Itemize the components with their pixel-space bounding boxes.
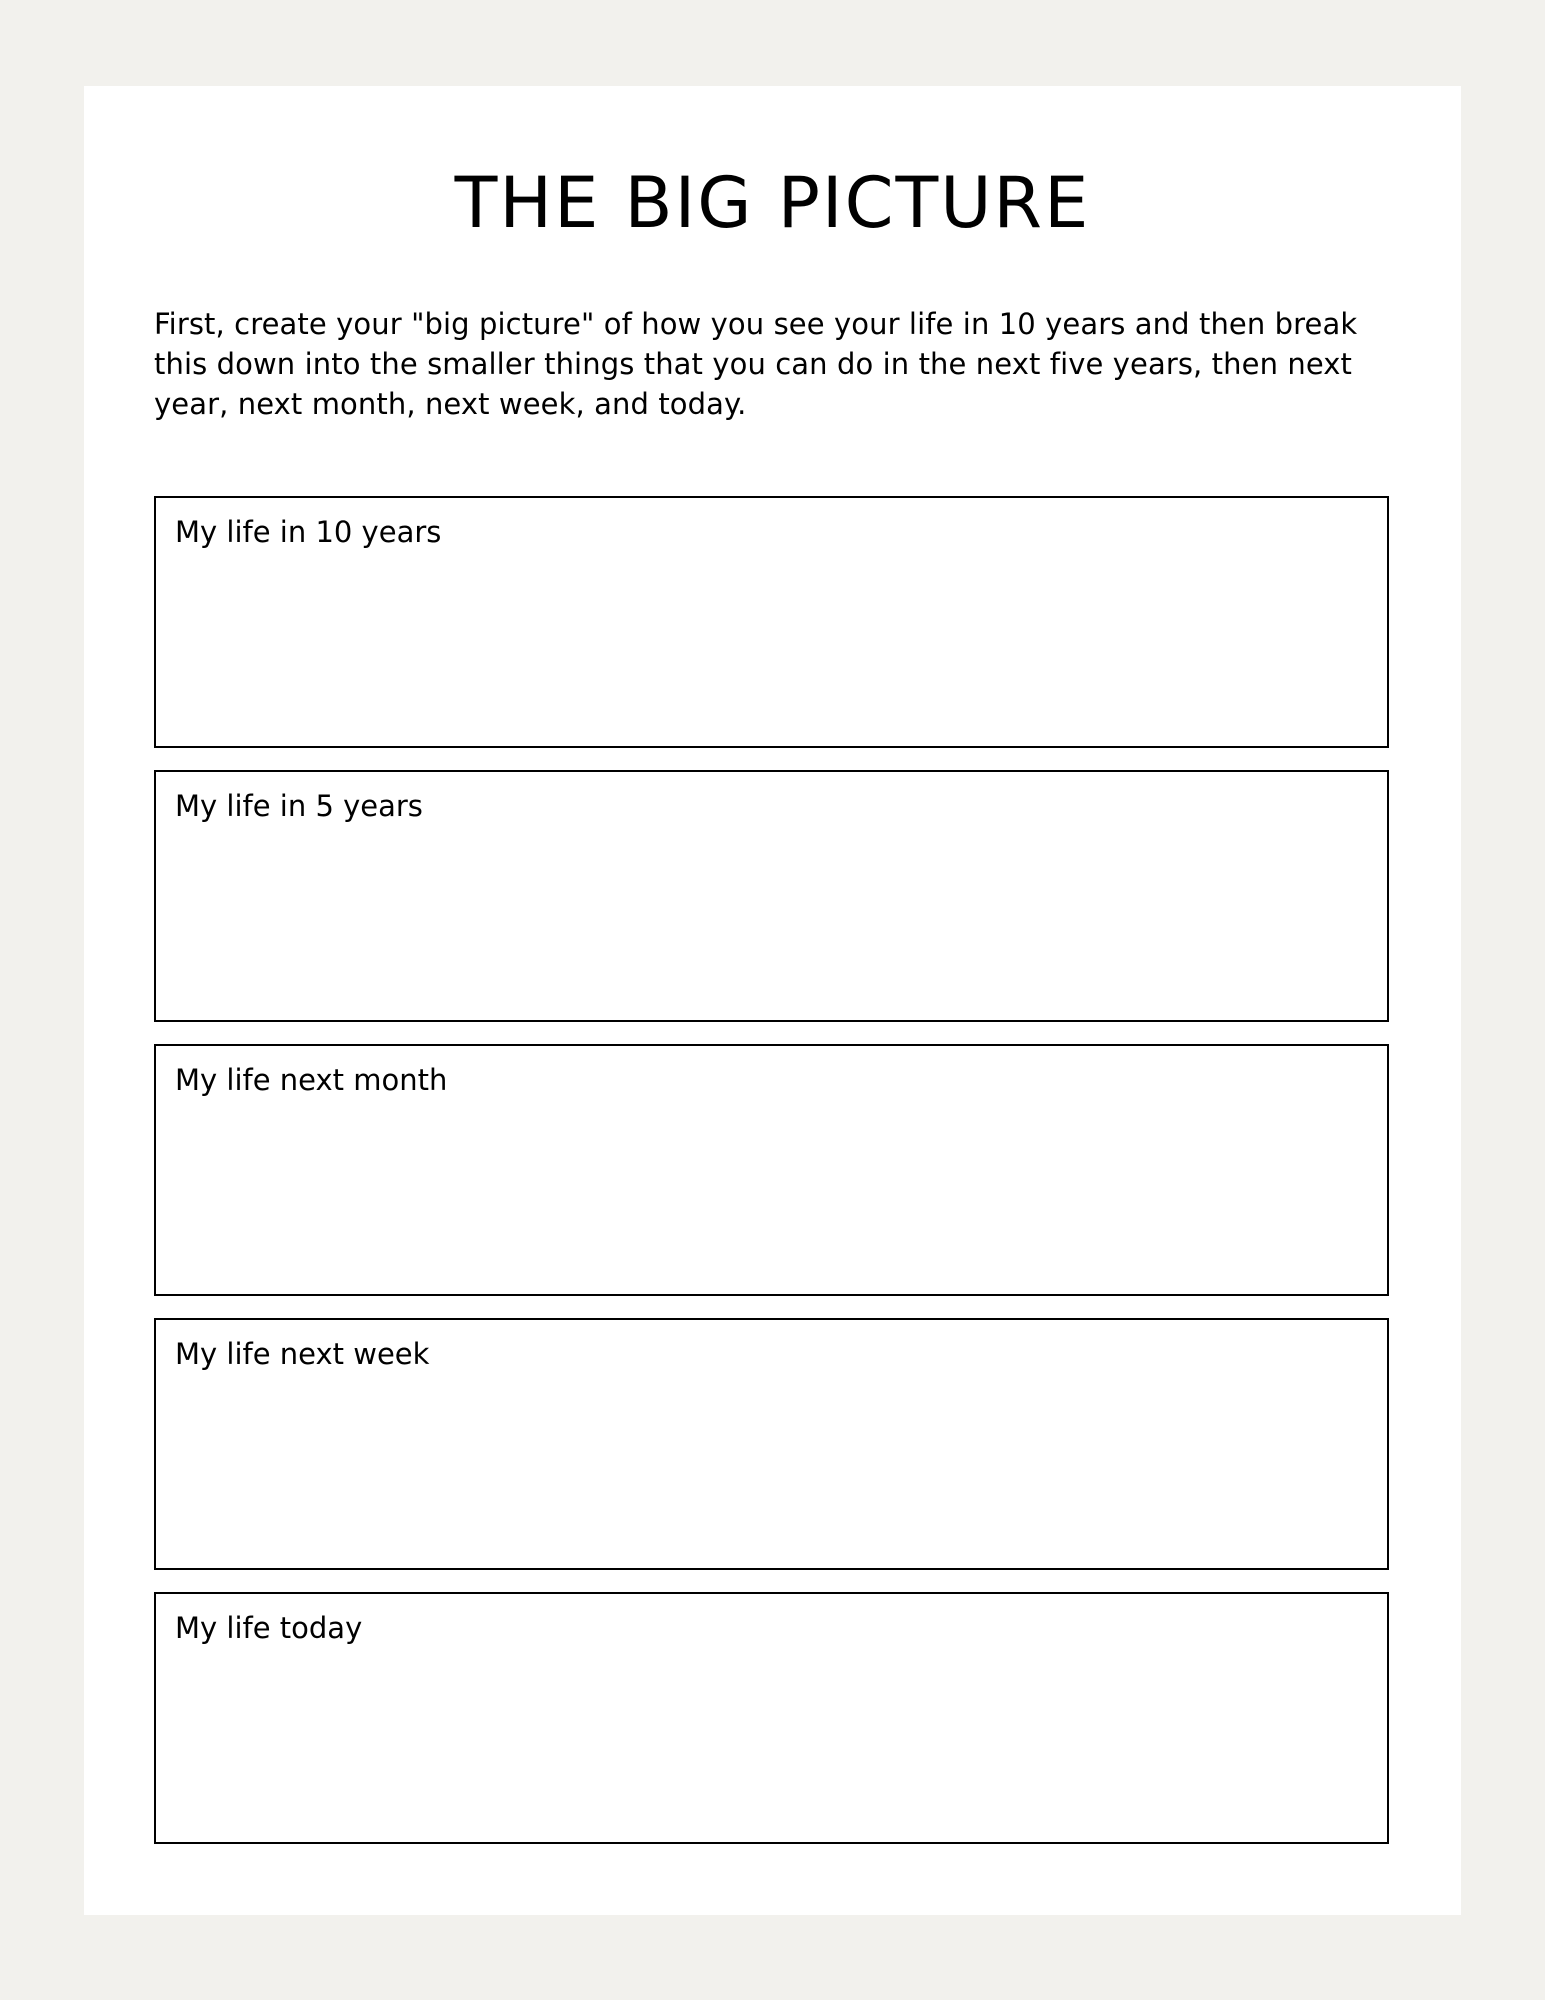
intro-paragraph: First, create your "big picture" of how you see your life in 10 years and then break this down into the smaller things that you can do in the next five years, then next year, next month, next week, and today.: [154, 307, 1358, 421]
section-label: My life in 10 years: [175, 515, 442, 549]
section-box-today[interactable]: [154, 1592, 1389, 1844]
section-box-next-week[interactable]: [154, 1318, 1389, 1570]
section-label: My life in 5 years: [175, 789, 423, 823]
page-title: THE BIG PICTURE: [454, 162, 1091, 244]
section-box-10-years[interactable]: [154, 496, 1389, 748]
section-label: My life today: [175, 1611, 363, 1645]
section-box-next-month[interactable]: [154, 1044, 1389, 1296]
worksheet-page: [84, 86, 1461, 1915]
section-label: My life next month: [175, 1063, 448, 1097]
section-label: My life next week: [175, 1337, 430, 1371]
section-box-5-years[interactable]: [154, 770, 1389, 1022]
